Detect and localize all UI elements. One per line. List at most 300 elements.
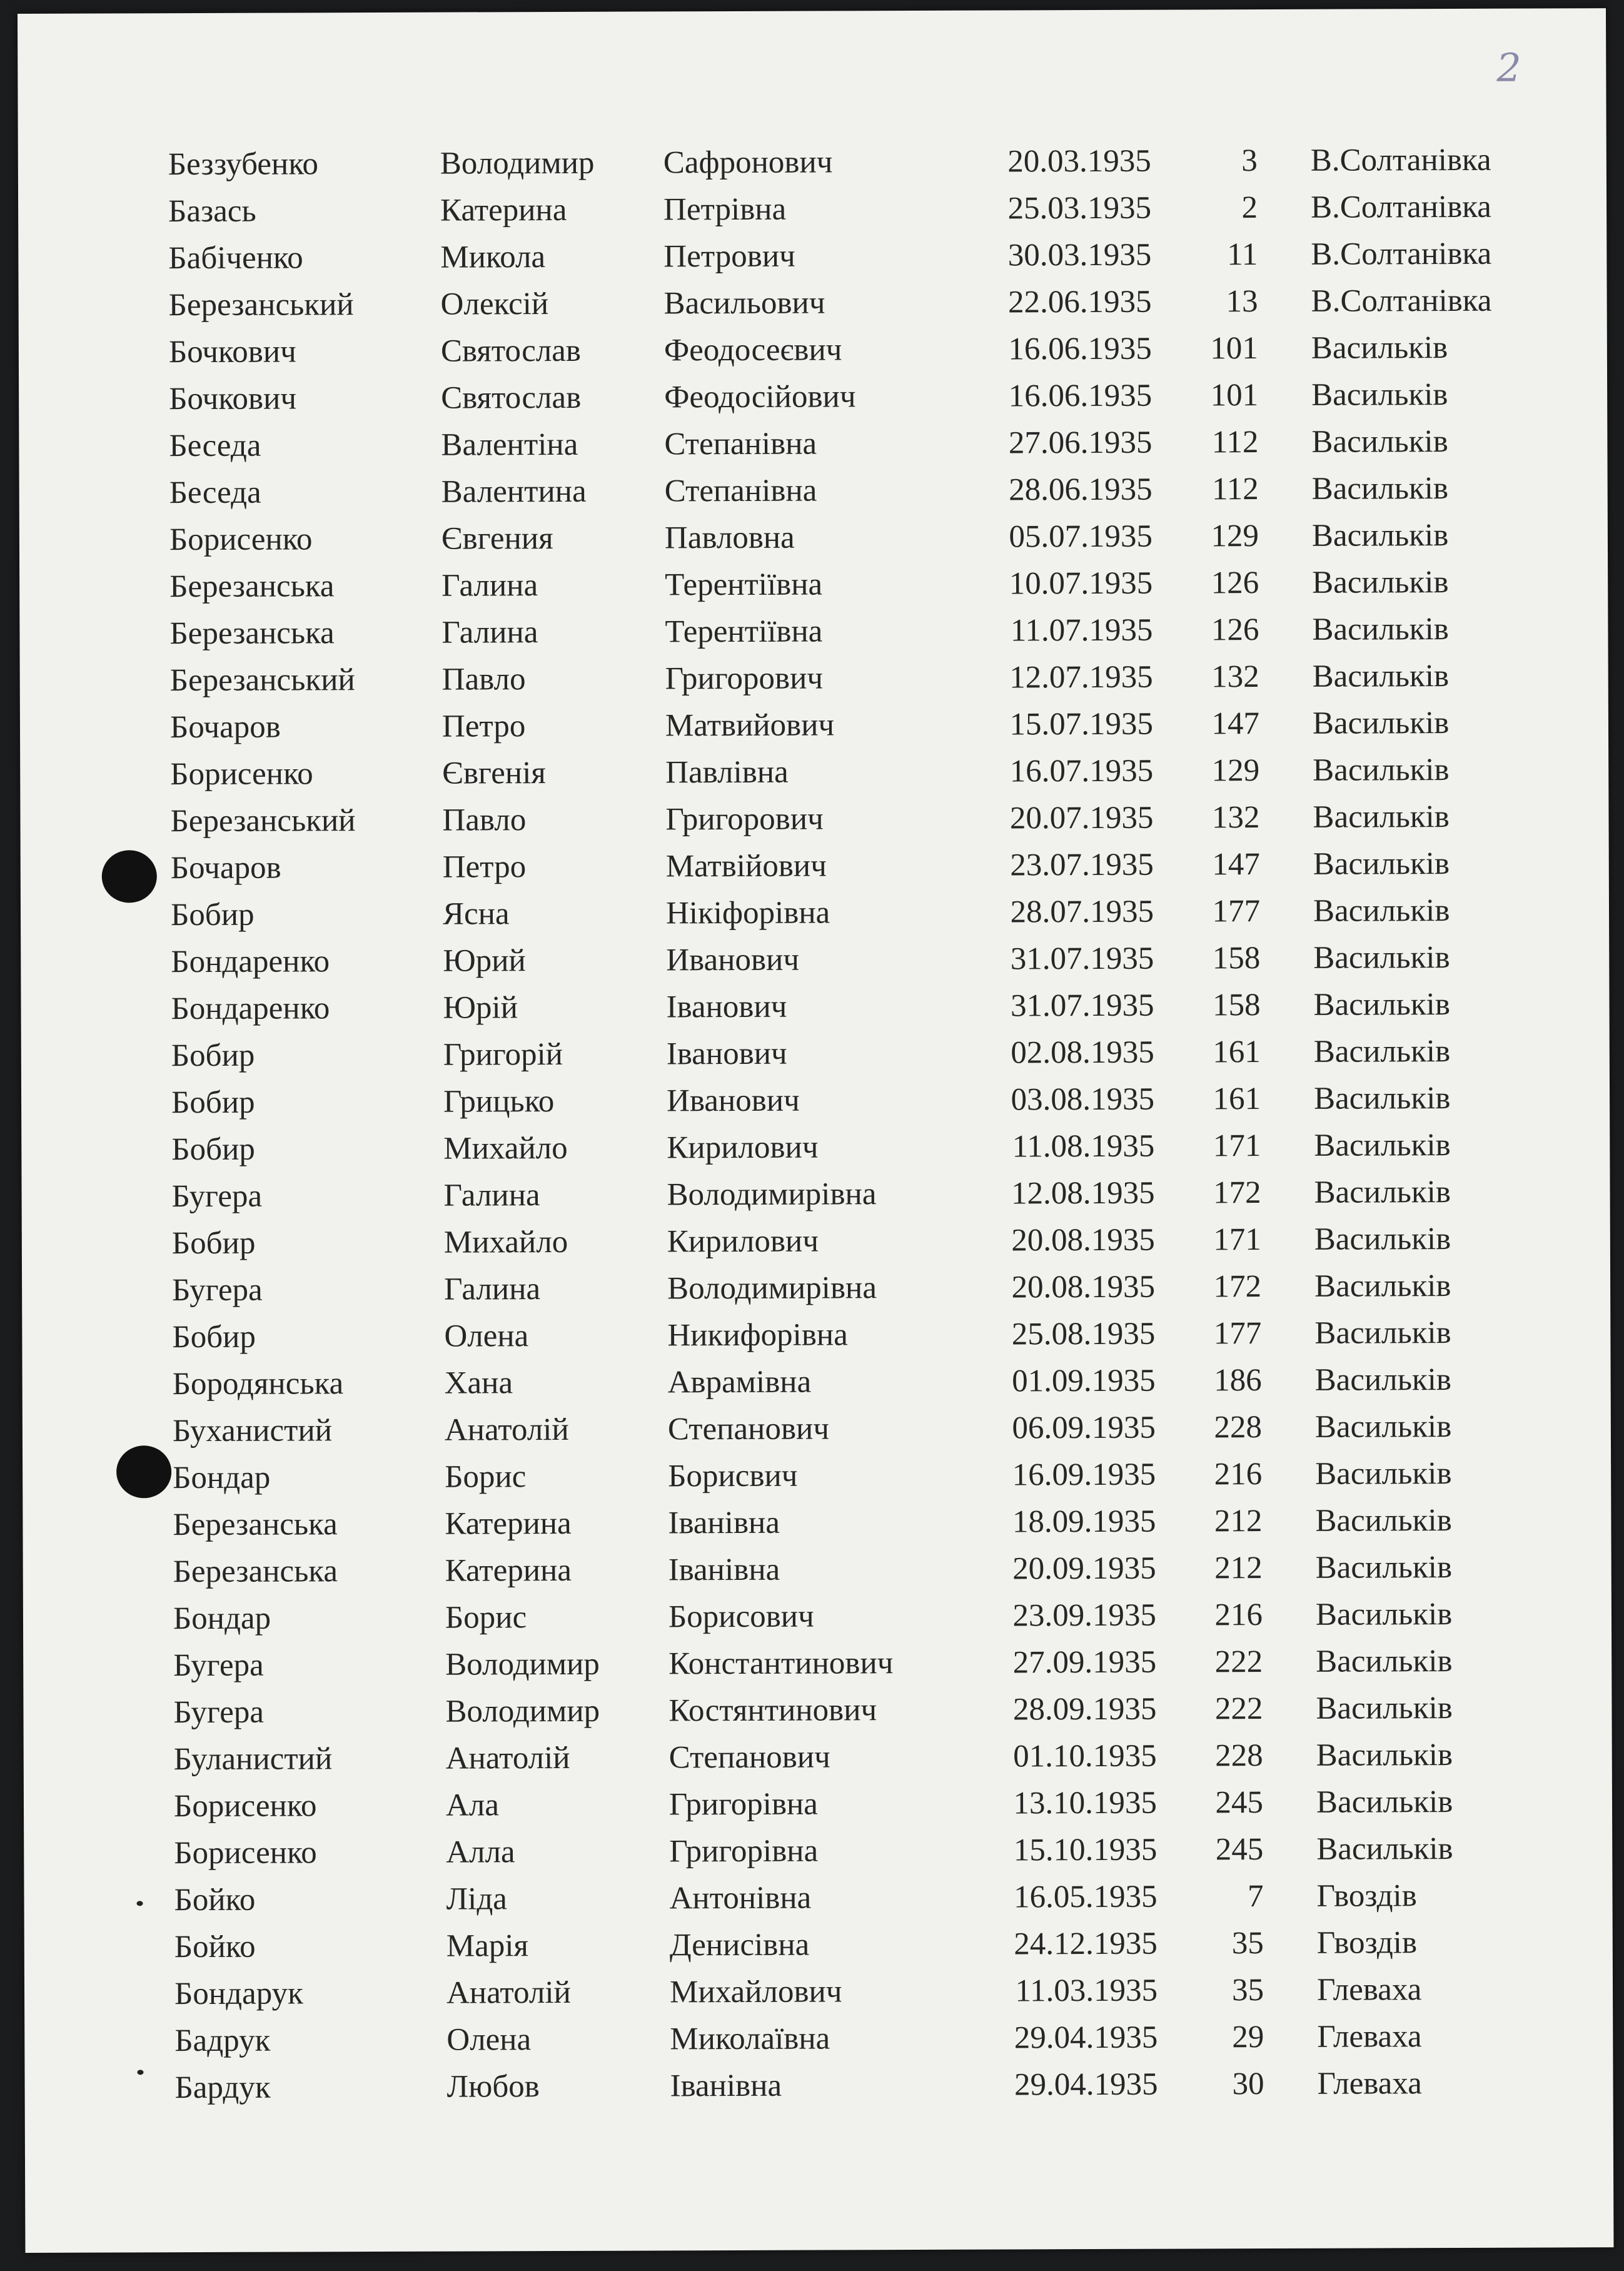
place-cell: Васильків <box>1312 659 1450 694</box>
table-row <box>170 794 1493 845</box>
patronymic-cell: Іванович <box>666 989 787 1025</box>
table-row <box>174 1919 1498 1971</box>
table-row <box>173 1638 1496 1689</box>
record-number-cell: 101 <box>1210 331 1258 367</box>
surname-cell: Бобир <box>171 1085 255 1121</box>
table-row <box>169 512 1493 564</box>
place-cell: Васильків <box>1311 471 1449 507</box>
table-row <box>174 1826 1497 1877</box>
record-number-cell: 245 <box>1215 1785 1264 1821</box>
patronymic-cell: Константинович <box>668 1646 894 1682</box>
place-cell: Васильків <box>1313 1081 1451 1116</box>
surname-cell: Березанська <box>169 569 335 605</box>
patronymic-cell: Миколаївна <box>670 2021 830 2057</box>
place-cell: Васильків <box>1314 1362 1452 1398</box>
record-number-cell: 216 <box>1214 1457 1263 1492</box>
place-cell: Васильків <box>1314 1128 1451 1163</box>
place-cell: Васильків <box>1315 1503 1452 1539</box>
date-cell: 27.09.1935 <box>1012 1644 1157 1681</box>
table-row <box>174 1966 1498 2018</box>
date-cell: 10.07.1935 <box>1009 565 1153 602</box>
record-number-cell: 112 <box>1211 472 1259 507</box>
date-cell: 13.10.1935 <box>1013 1785 1157 1821</box>
date-cell: 23.09.1935 <box>1012 1597 1157 1634</box>
patronymic-cell: Антонівна <box>669 1880 812 1916</box>
first-name-cell: Павло <box>441 662 526 697</box>
record-number-cell: 129 <box>1211 753 1260 789</box>
patronymic-cell: Борисвич <box>668 1458 798 1494</box>
first-name-cell: Святослав <box>441 380 582 416</box>
surname-cell: Бойко <box>174 1929 256 1965</box>
patronymic-cell: Петрівна <box>663 191 787 228</box>
first-name-cell: Ала <box>445 1788 500 1823</box>
place-cell: Васильків <box>1314 1315 1451 1351</box>
patronymic-cell: Михайлович <box>669 1974 842 2010</box>
table-row <box>174 2013 1498 2065</box>
register-body <box>168 137 1498 2112</box>
place-cell: Гвоздів <box>1316 1878 1417 1914</box>
place-cell: Васильків <box>1314 1268 1451 1304</box>
first-name-cell: Павло <box>442 802 527 838</box>
surname-cell: Борисенко <box>170 756 313 792</box>
surname-cell: Бондар <box>173 1460 271 1496</box>
record-number-cell: 161 <box>1213 1081 1261 1117</box>
patronymic-cell: Іванівна <box>670 2068 782 2104</box>
table-row <box>169 372 1492 423</box>
table-row <box>171 888 1494 939</box>
date-cell: 16.05.1935 <box>1013 1879 1157 1915</box>
table-row <box>170 747 1493 798</box>
surname-cell: Бочкович <box>169 381 297 417</box>
patronymic-cell: Никифорівна <box>667 1317 848 1353</box>
surname-cell: Бугера <box>173 1694 265 1731</box>
patronymic-cell: Григорівна <box>668 1786 819 1823</box>
record-number-cell: 177 <box>1212 894 1261 929</box>
table-row <box>173 1591 1496 1642</box>
first-name-cell: Юрий <box>443 943 526 979</box>
date-cell: 16.09.1935 <box>1012 1457 1156 1493</box>
record-number-cell: 147 <box>1212 847 1260 883</box>
table-row <box>171 1169 1495 1220</box>
patronymic-cell: Борисович <box>668 1599 814 1635</box>
record-number-cell: 29 <box>1232 2020 1264 2055</box>
record-number-cell: 147 <box>1211 706 1260 742</box>
place-cell: В.Солтанівка <box>1310 142 1491 178</box>
place-cell: Васильків <box>1315 1456 1452 1492</box>
table-row <box>169 325 1492 376</box>
place-cell: Васильків <box>1313 987 1450 1023</box>
table-row <box>171 841 1494 892</box>
surname-cell: Березанський <box>170 803 356 839</box>
first-name-cell: Галина <box>441 615 538 650</box>
record-number-cell: 161 <box>1213 1034 1261 1070</box>
table-row <box>168 184 1491 235</box>
first-name-cell: Михайло <box>443 1130 568 1166</box>
record-number-cell: 35 <box>1231 1926 1264 1961</box>
surname-cell: Бугера <box>173 1647 264 1684</box>
first-name-cell: Володимир <box>440 145 595 181</box>
first-name-cell: Грицько <box>443 1084 555 1120</box>
date-cell: 31.07.1935 <box>1010 988 1154 1024</box>
patronymic-cell: Феодосеєвич <box>663 332 842 368</box>
record-number-cell: 158 <box>1212 988 1261 1023</box>
table-row <box>174 2060 1498 2112</box>
first-name-cell: Катерина <box>440 192 567 228</box>
place-cell: Васильків <box>1312 612 1449 647</box>
place-cell: Глеваха <box>1317 2066 1422 2102</box>
table-row <box>169 606 1493 657</box>
first-name-cell: Галина <box>444 1272 541 1307</box>
surname-cell: Борисенко <box>174 1835 317 1871</box>
date-cell: 27.06.1935 <box>1008 425 1152 461</box>
date-cell: 25.03.1935 <box>1007 190 1152 226</box>
page-number: 2 <box>1496 44 1521 91</box>
first-name-cell: Валентина <box>441 473 587 510</box>
surname-cell: Бондаренко <box>171 991 330 1027</box>
first-name-cell: Анатолій <box>445 1740 570 1776</box>
patronymic-cell: Степанович <box>668 1739 830 1776</box>
date-cell: 16.06.1935 <box>1008 331 1152 367</box>
patronymic-cell: Степанович <box>667 1411 830 1447</box>
record-number-cell: 35 <box>1231 1973 1264 2008</box>
record-number-cell: 186 <box>1214 1363 1262 1399</box>
place-cell: Васильків <box>1313 1034 1451 1070</box>
first-name-cell: Євгенія <box>442 756 546 791</box>
first-name-cell: Святослав <box>440 333 582 369</box>
first-name-cell: Любов <box>446 2069 540 2105</box>
place-cell: Васильків <box>1314 1175 1451 1210</box>
date-cell: 11.07.1935 <box>1010 612 1153 649</box>
patronymic-cell: Терентіївна <box>665 614 823 650</box>
first-name-cell: Володимир <box>445 1646 600 1682</box>
record-number-cell: 112 <box>1211 425 1259 460</box>
table-row <box>174 1779 1497 1830</box>
record-number-cell: 132 <box>1211 800 1260 836</box>
patronymic-cell: Денисівна <box>669 1927 810 1963</box>
patronymic-cell: Иванович <box>666 942 800 978</box>
paper-speck <box>137 1901 143 1906</box>
patronymic-cell: Костянтинович <box>668 1692 877 1729</box>
record-number-cell: 30 <box>1232 2066 1264 2102</box>
first-name-cell: Катерина <box>445 1505 572 1542</box>
table-row <box>168 231 1491 282</box>
place-cell: В.Солтанівка <box>1310 189 1491 225</box>
place-cell: Васильків <box>1316 1737 1453 1773</box>
punch-hole-upper <box>102 850 157 903</box>
surname-cell: Бугера <box>171 1178 263 1215</box>
date-cell: 20.08.1935 <box>1011 1269 1156 1305</box>
patronymic-cell: Павлівна <box>665 754 789 791</box>
table-row <box>170 653 1493 704</box>
first-name-cell: Володимир <box>445 1693 600 1729</box>
first-name-cell: Ліда <box>446 1881 507 1917</box>
patronymic-cell: Іванівна <box>668 1552 780 1588</box>
place-cell: Васильків <box>1313 893 1450 929</box>
place-cell: Васильків <box>1312 706 1450 741</box>
first-name-cell: Ясна <box>442 896 510 932</box>
date-cell: 03.08.1935 <box>1011 1081 1155 1118</box>
record-number-cell: 129 <box>1211 518 1259 554</box>
place-cell: Глеваха <box>1316 1972 1422 2008</box>
first-name-cell: Михайло <box>443 1224 568 1260</box>
date-cell: 16.07.1935 <box>1009 753 1154 789</box>
date-cell: 20.07.1935 <box>1009 800 1154 836</box>
first-name-cell: Анатолій <box>444 1412 569 1448</box>
date-cell: 12.07.1935 <box>1009 659 1153 695</box>
first-name-cell: Микола <box>440 240 546 275</box>
surname-cell: Березанська <box>173 1554 338 1590</box>
table-row <box>169 465 1493 517</box>
record-number-cell: 101 <box>1210 378 1259 413</box>
record-number-cell: 126 <box>1211 612 1259 648</box>
surname-cell: Бондаренко <box>171 944 330 980</box>
patronymic-cell: Сафронович <box>663 144 833 181</box>
date-cell: 29.04.1935 <box>1014 2066 1158 2103</box>
place-cell: Васильків <box>1316 1644 1453 1679</box>
place-cell: Васильків <box>1311 377 1448 413</box>
surname-cell: Беседа <box>169 428 261 464</box>
record-number-cell: 13 <box>1226 284 1258 320</box>
record-number-cell: 212 <box>1214 1550 1263 1586</box>
surname-cell: Бадрук <box>174 2023 271 2059</box>
record-number-cell: 245 <box>1215 1832 1264 1868</box>
surname-cell: Бондар <box>173 1601 271 1637</box>
date-cell: 20.03.1935 <box>1007 143 1151 180</box>
date-cell: 06.09.1935 <box>1012 1410 1156 1446</box>
place-cell: Васильків <box>1312 565 1449 600</box>
surname-cell: Бочаров <box>169 709 281 746</box>
table-row <box>172 1310 1495 1361</box>
record-number-cell: 228 <box>1215 1738 1263 1774</box>
record-number-cell: 177 <box>1213 1316 1262 1352</box>
patronymic-cell: Степанівна <box>664 426 817 462</box>
surname-cell: Бойко <box>174 1882 256 1918</box>
first-name-cell: Петро <box>442 849 527 885</box>
table-row <box>171 1075 1495 1126</box>
first-name-cell: Борис <box>445 1600 527 1636</box>
surname-cell: Бобир <box>171 1038 255 1074</box>
record-number-cell: 7 <box>1247 1879 1264 1914</box>
patronymic-cell: Іванович <box>666 1036 787 1072</box>
patronymic-cell: Кирилович <box>667 1223 819 1260</box>
date-cell: 11.03.1935 <box>1015 1973 1158 2009</box>
record-number-cell: 228 <box>1214 1410 1262 1445</box>
date-cell: 23.07.1935 <box>1010 847 1154 883</box>
record-number-cell: 222 <box>1214 1644 1263 1680</box>
table-row <box>173 1450 1496 1502</box>
patronymic-cell: Іванівна <box>668 1505 780 1541</box>
surname-cell: Березанська <box>169 615 335 652</box>
table-row <box>171 981 1494 1033</box>
date-cell: 11.08.1935 <box>1012 1128 1155 1165</box>
patronymic-cell: Терентіївна <box>665 567 823 603</box>
surname-cell: Бабіченко <box>168 240 303 276</box>
first-name-cell: Юрій <box>443 990 518 1026</box>
table-row <box>173 1404 1496 1455</box>
record-number-cell: 171 <box>1213 1222 1261 1258</box>
first-name-cell: Олена <box>444 1318 529 1354</box>
date-cell: 28.07.1935 <box>1010 894 1154 930</box>
table-row <box>168 278 1491 329</box>
table-row <box>171 1122 1495 1173</box>
date-cell: 02.08.1935 <box>1011 1034 1154 1071</box>
table-row <box>170 700 1493 751</box>
first-name-cell: Олексій <box>440 286 549 322</box>
surname-cell: Бондарук <box>174 1976 303 2012</box>
place-cell: Васильків <box>1314 1221 1451 1257</box>
date-cell: 31.07.1935 <box>1010 941 1154 977</box>
first-name-cell: Григорій <box>443 1036 563 1073</box>
first-name-cell: Валентіна <box>441 427 578 463</box>
table-row <box>169 559 1493 610</box>
first-name-cell: Євгения <box>441 521 553 557</box>
place-cell: В.Солтанівка <box>1311 236 1492 272</box>
place-cell: Васильків <box>1311 330 1448 366</box>
surname-cell: Бородянська <box>172 1366 344 1402</box>
date-cell: 15.07.1935 <box>1009 706 1154 742</box>
first-name-cell: Галина <box>443 1178 540 1213</box>
date-cell: 18.09.1935 <box>1012 1504 1156 1540</box>
record-number-cell: 132 <box>1211 659 1259 695</box>
register-table <box>168 137 1498 2112</box>
patronymic-cell: Григорович <box>665 660 824 697</box>
date-cell: 16.06.1935 <box>1008 378 1152 414</box>
place-cell: В.Солтанівка <box>1311 283 1492 319</box>
paper-speck <box>137 2070 143 2075</box>
record-number-cell: 172 <box>1213 1269 1262 1305</box>
first-name-cell: Марія <box>446 1928 529 1964</box>
date-cell: 12.08.1935 <box>1011 1175 1155 1211</box>
surname-cell: Базась <box>168 193 256 230</box>
patronymic-cell: Павловна <box>664 520 795 556</box>
table-row <box>174 1873 1497 1924</box>
patronymic-cell: Кирилович <box>667 1130 819 1166</box>
first-name-cell: Галина <box>441 568 538 604</box>
surname-cell: Бобир <box>171 1131 255 1168</box>
patronymic-cell: Матвийович <box>665 707 835 744</box>
surname-cell: Борисенко <box>169 522 313 558</box>
table-row <box>171 1028 1495 1080</box>
surname-cell: Бочкович <box>168 334 296 370</box>
first-name-cell: Анатолій <box>446 1975 571 2011</box>
surname-cell: Буланистий <box>173 1741 333 1778</box>
patronymic-cell: Нікіфорівна <box>665 895 830 931</box>
date-cell: 22.06.1935 <box>1008 284 1152 320</box>
table-row <box>173 1497 1496 1549</box>
surname-cell: Березанський <box>168 287 354 323</box>
table-row <box>169 418 1492 470</box>
surname-cell: Бардук <box>174 2070 271 2106</box>
record-number-cell: 212 <box>1214 1504 1263 1539</box>
place-cell: Гвоздів <box>1316 1925 1418 1961</box>
patronymic-cell: Васильович <box>663 285 825 321</box>
date-cell: 30.03.1935 <box>1007 237 1152 273</box>
date-cell: 20.09.1935 <box>1012 1550 1156 1587</box>
first-name-cell: Олена <box>446 2022 532 2058</box>
table-row <box>168 137 1491 188</box>
surname-cell: Беззубенко <box>168 146 319 183</box>
first-name-cell: Катерина <box>445 1552 572 1589</box>
record-number-cell: 216 <box>1214 1597 1263 1633</box>
patronymic-cell: Григорівна <box>669 1833 819 1869</box>
place-cell: Васильків <box>1311 424 1448 460</box>
record-number-cell: 2 <box>1241 190 1258 226</box>
date-cell: 15.10.1935 <box>1013 1832 1157 1868</box>
date-cell: 28.09.1935 <box>1012 1691 1157 1727</box>
record-number-cell: 11 <box>1227 237 1258 273</box>
date-cell: 24.12.1935 <box>1014 1926 1157 1962</box>
patronymic-cell: Петрович <box>663 238 795 275</box>
surname-cell: Березанський <box>169 662 355 699</box>
place-cell: Глеваха <box>1317 2019 1422 2055</box>
date-cell: 28.06.1935 <box>1009 472 1152 508</box>
surname-cell: Бобир <box>172 1319 256 1355</box>
table-row <box>173 1544 1496 1596</box>
patronymic-cell: Володимирівна <box>667 1270 877 1307</box>
surname-cell: Бобир <box>170 897 255 933</box>
table-row <box>173 1685 1496 1736</box>
patronymic-cell: Степанівна <box>664 473 817 509</box>
surname-cell: Бобир <box>171 1225 256 1262</box>
first-name-cell: Петро <box>441 709 526 744</box>
date-cell: 20.08.1935 <box>1011 1222 1155 1258</box>
place-cell: Васильків <box>1313 752 1450 788</box>
place-cell: Васильків <box>1311 518 1449 554</box>
place-cell: Васильків <box>1315 1597 1453 1632</box>
patronymic-cell: Матвійович <box>665 848 827 884</box>
surname-cell: Бугера <box>172 1272 263 1308</box>
surname-cell: Бочаров <box>170 850 281 886</box>
record-number-cell: 171 <box>1213 1128 1261 1164</box>
date-cell: 05.07.1935 <box>1009 518 1153 555</box>
punch-hole-lower <box>116 1445 171 1498</box>
patronymic-cell: Феодосійович <box>664 379 856 415</box>
place-cell: Васильків <box>1313 940 1450 976</box>
date-cell: 29.04.1935 <box>1014 2020 1158 2056</box>
surname-cell: Борисенко <box>173 1788 317 1824</box>
table-row <box>171 934 1494 986</box>
record-number-cell: 3 <box>1241 143 1258 179</box>
record-number-cell: 158 <box>1212 941 1261 976</box>
record-number-cell: 222 <box>1214 1691 1263 1727</box>
first-name-cell: Борис <box>445 1459 527 1495</box>
table-row <box>173 1357 1496 1408</box>
place-cell: Васильків <box>1316 1784 1453 1820</box>
place-cell: Васильків <box>1313 799 1450 835</box>
place-cell: Васильків <box>1313 846 1450 882</box>
document-sheet <box>18 8 1613 2253</box>
patronymic-cell: Володимирівна <box>667 1176 877 1213</box>
date-cell: 01.10.1935 <box>1013 1738 1157 1774</box>
surname-cell: Беседа <box>169 475 261 511</box>
date-cell: 01.09.1935 <box>1012 1363 1156 1399</box>
first-name-cell: Хана <box>444 1365 513 1401</box>
record-number-cell: 172 <box>1213 1175 1261 1211</box>
surname-cell: Буханистий <box>172 1413 333 1449</box>
patronymic-cell: Григорович <box>665 801 824 837</box>
place-cell: Васильків <box>1315 1550 1453 1586</box>
patronymic-cell: Иванович <box>666 1083 800 1119</box>
first-name-cell: Алла <box>446 1834 515 1870</box>
table-row <box>174 1732 1497 1783</box>
place-cell: Васильків <box>1314 1409 1452 1445</box>
date-cell: 25.08.1935 <box>1011 1316 1156 1352</box>
table-row <box>172 1216 1495 1267</box>
surname-cell: Березанська <box>173 1507 338 1543</box>
patronymic-cell: Аврамівна <box>667 1364 812 1400</box>
place-cell: Васильків <box>1316 1691 1453 1726</box>
table-row <box>172 1263 1495 1314</box>
